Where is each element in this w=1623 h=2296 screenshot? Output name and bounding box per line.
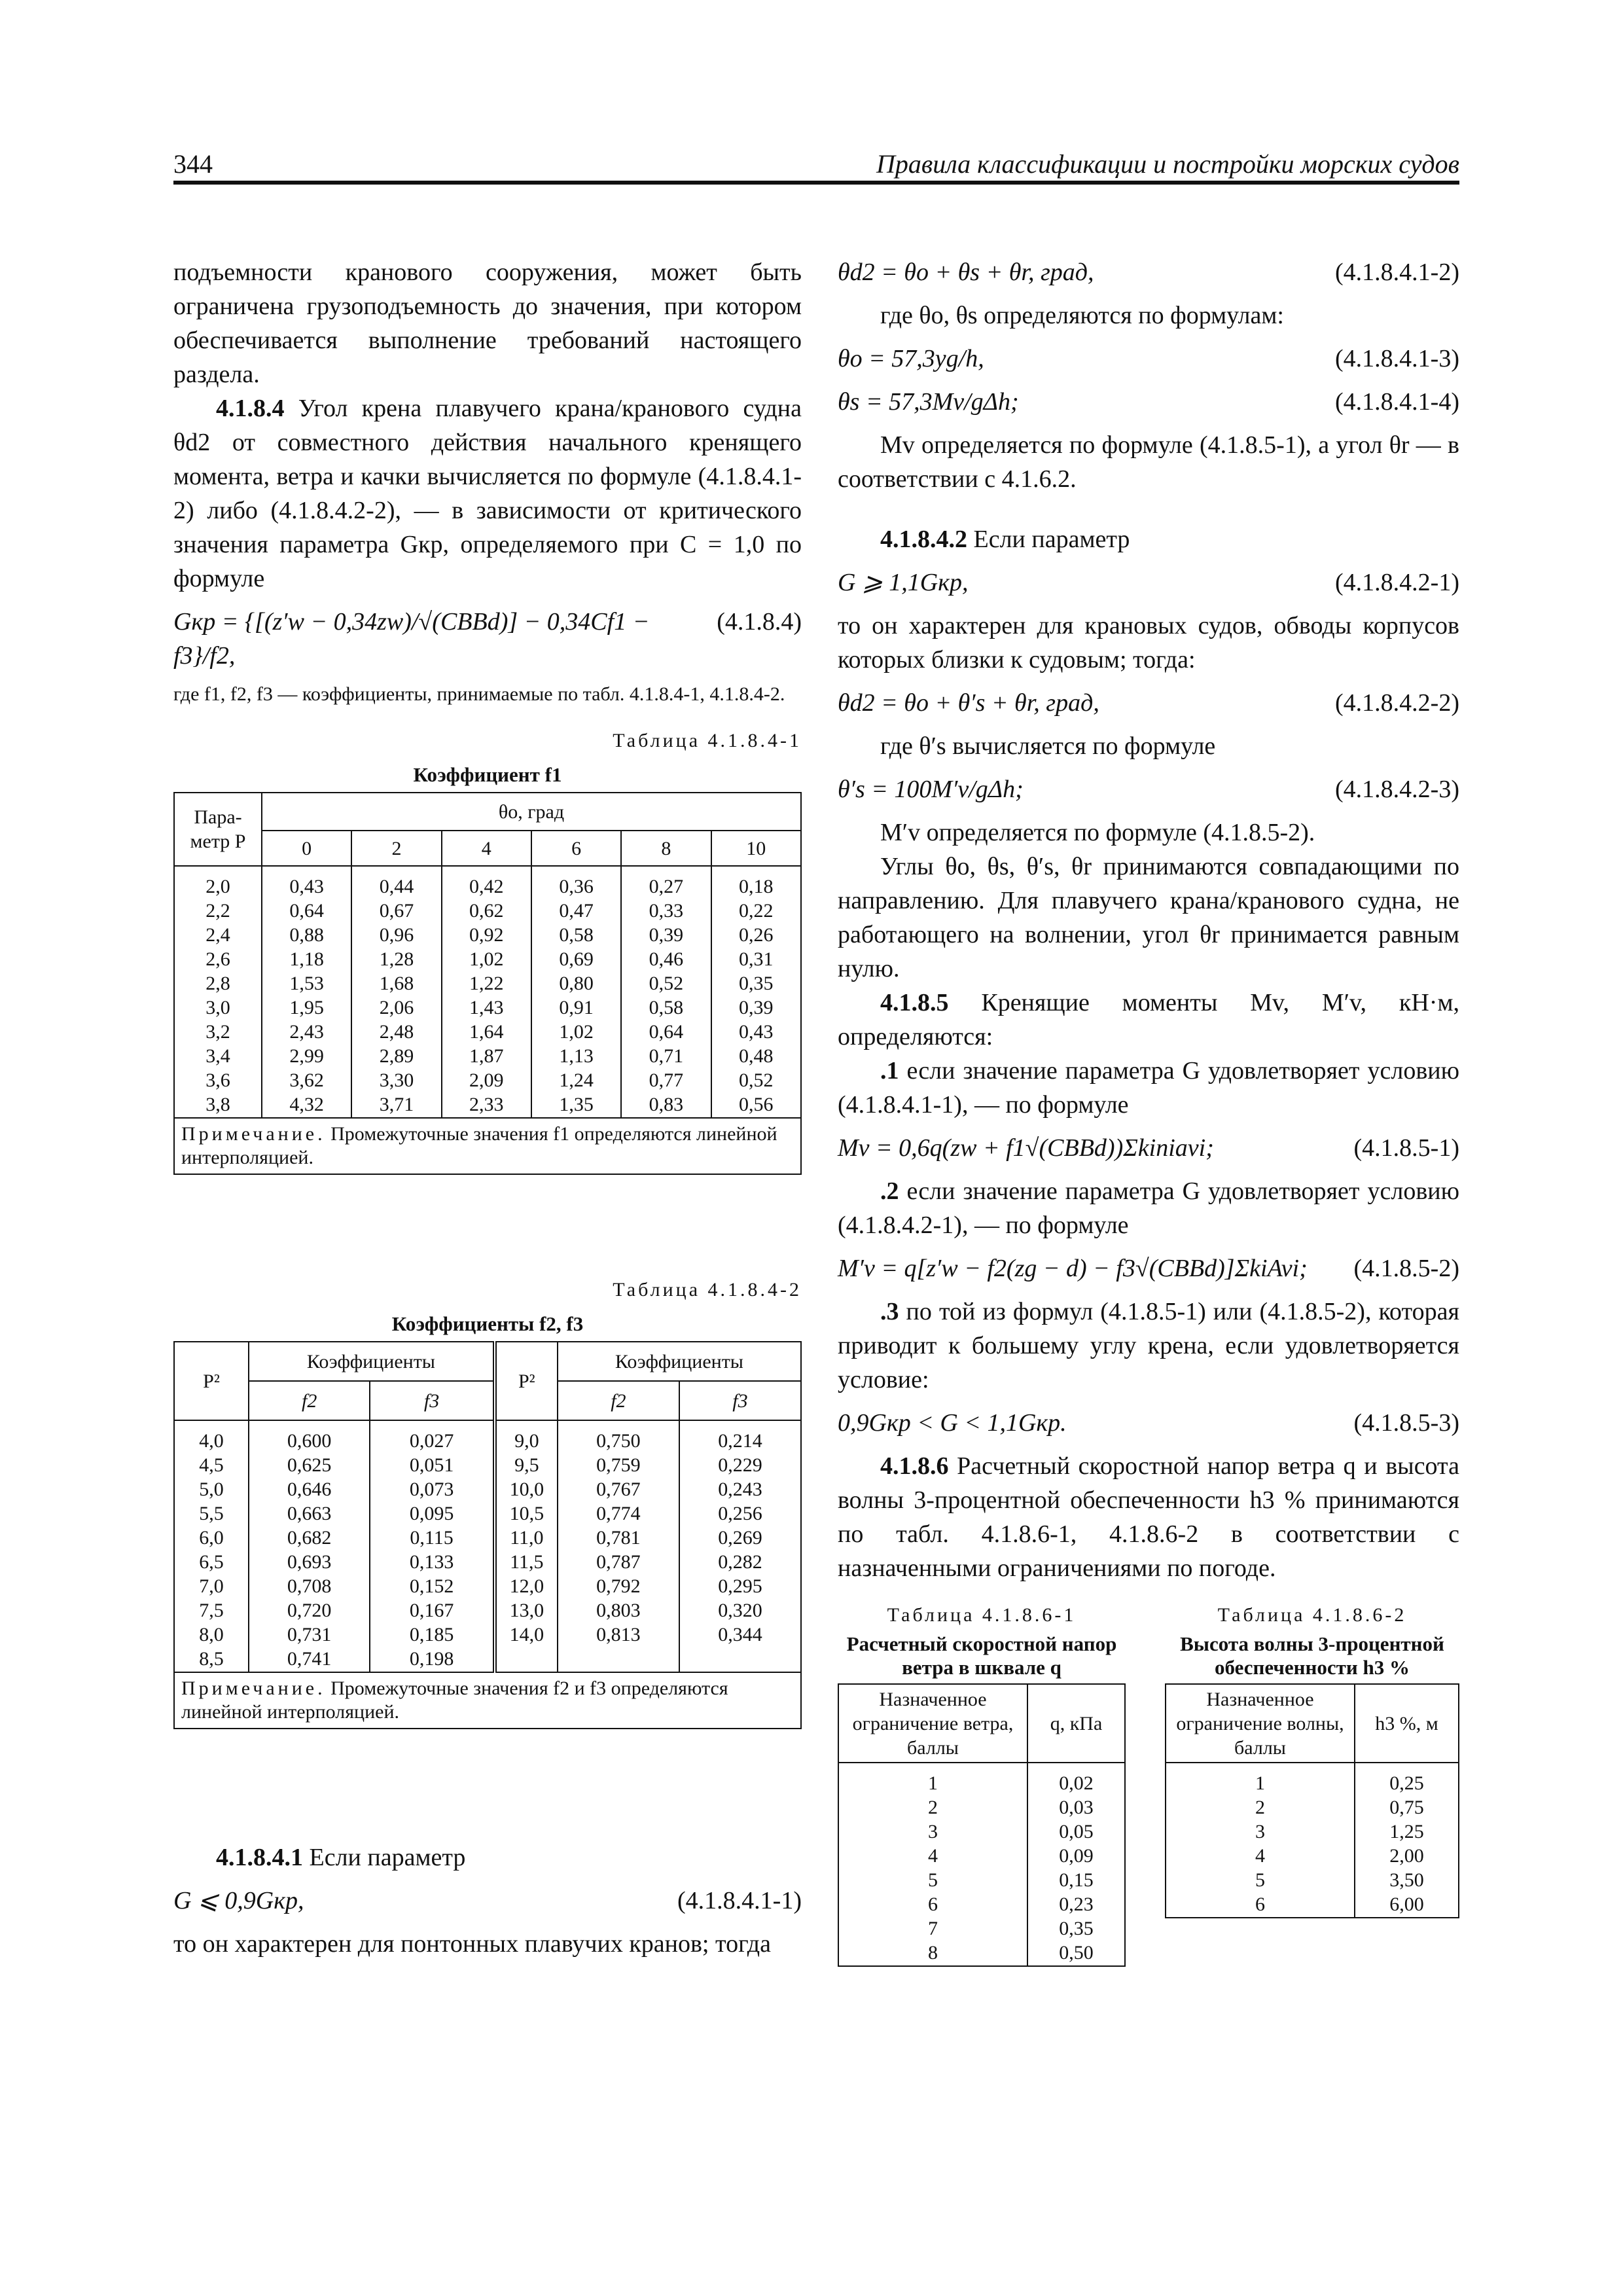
table-cell: 2,48: [379, 1021, 414, 1043]
table-cell: 0,35: [1059, 1918, 1094, 1939]
table-cell: 0,05: [1059, 1821, 1094, 1842]
table-cell: 0,095: [409, 1503, 454, 1524]
table-cell: 2,00: [1389, 1845, 1424, 1867]
table-cell: 0,320: [718, 1600, 762, 1621]
table-column-values: [531, 866, 621, 1118]
formula-text: θ′s = 100M′v/gΔh;: [838, 776, 1024, 803]
table-cell: 3,6: [205, 1069, 230, 1091]
table-cell: 2,4: [205, 924, 230, 946]
section-4-1-8-4: [173, 391, 802, 596]
table-header: 0: [262, 831, 351, 866]
formula-4-1-8-4-2-3: [838, 772, 1459, 806]
table-cell: 2: [1255, 1797, 1265, 1818]
section-number: 4.1.8.6: [880, 1452, 949, 1480]
table-cell: 0,741: [287, 1648, 332, 1670]
table-body-row: [1166, 1763, 1459, 1918]
table-note: [174, 1672, 801, 1729]
table-column-values: [838, 1763, 1027, 1966]
table-cell: 0,92: [469, 924, 504, 946]
table-column-values: [1355, 1763, 1459, 1918]
table-cell: 6,00: [1389, 1893, 1424, 1915]
table-cell: 3,62: [289, 1069, 324, 1091]
paragraph: то он характерен для крановых судов, обводы корпусов которых близки к судовым; тогда:: [838, 612, 1459, 673]
table-cell: 0,62: [469, 900, 504, 922]
table-cell: 0,18: [739, 876, 774, 897]
table-cell: 7,0: [199, 1575, 224, 1597]
table-cell: 3,4: [205, 1045, 230, 1067]
table-cell: 1,24: [559, 1069, 594, 1091]
table-cell: 0,243: [718, 1479, 762, 1500]
table-cell: 0,214: [718, 1430, 762, 1452]
table-cell: 6,5: [199, 1551, 224, 1573]
table-cell: 0,33: [649, 900, 684, 922]
section-number: 4.1.8.5: [880, 989, 949, 1016]
formula-number: (4.1.8.5-1): [1353, 1134, 1459, 1162]
table-cell: 0,91: [559, 997, 594, 1018]
formula-4-1-8-4-1-2: [838, 255, 1459, 289]
table-cell: 0,693: [287, 1551, 332, 1573]
table-column-values: [711, 866, 801, 1118]
table-cell: 0,43: [289, 876, 324, 897]
table-cell: 5: [928, 1869, 938, 1891]
table-column-values: [1027, 1763, 1125, 1966]
formula-text: θs = 57,3Mv/gΔh;: [838, 388, 1019, 416]
table-cell: 0,646: [287, 1479, 332, 1500]
table-cell: 10,0: [509, 1479, 544, 1500]
formula-4-1-8-4-2-2: [838, 686, 1459, 720]
table-cell: 0,64: [649, 1021, 684, 1043]
table-cell: 0,344: [718, 1624, 762, 1645]
table-cell: 1,22: [469, 973, 504, 994]
table-column-values: [558, 1420, 679, 1672]
formula-text: 0,9Gкр < G < 1,1Gкр.: [838, 1409, 1067, 1437]
table-cell: 3,71: [379, 1094, 414, 1115]
table-cell: 0,774: [596, 1503, 641, 1524]
table-header: 2: [351, 831, 441, 866]
table-column-values: [1166, 1763, 1355, 1918]
clause-number: .3: [880, 1298, 899, 1325]
table-cell: 0,02: [1059, 1772, 1094, 1794]
table-cell: 2,33: [469, 1094, 504, 1115]
table-cell: 0,600: [287, 1430, 332, 1452]
table-cell: 0,26: [739, 924, 774, 946]
table-cell: 1,02: [559, 1021, 594, 1043]
table-header: Коэффициенты: [558, 1342, 801, 1381]
table-cell: 0,708: [287, 1575, 332, 1597]
right-column: [838, 255, 1459, 1967]
table-cell: 0,229: [718, 1454, 762, 1476]
section-text: Если параметр: [303, 1844, 466, 1871]
table-cell: 0,731: [287, 1624, 332, 1645]
paragraph: Mv определяется по формуле (4.1.8.5-1), а угол θr — в соответствии с 4.1.6.2.: [838, 431, 1459, 493]
table-header: Назначенное ограничение волны, баллы: [1166, 1684, 1355, 1763]
section-4-1-8-4-2: [838, 522, 1459, 556]
table-cell: 2,06: [379, 997, 414, 1018]
table-cell: 8: [928, 1942, 938, 1964]
formula-4-1-8-4-1-3: [838, 342, 1459, 376]
table-cell: 0,52: [739, 1069, 774, 1091]
paragraph: Углы θo, θs, θ′s, θr принимаются совпадающими по направлению. Для плавучего крана/кранового судна, не работающего на волнении, угол θr принимается равным нулю.: [838, 853, 1459, 982]
table-title: Высота волны 3-процентной обеспеченности h3 %: [1180, 1632, 1444, 1679]
table-cell: 0,759: [596, 1454, 641, 1476]
table-cell: 0,051: [409, 1454, 454, 1476]
table-note: [174, 1118, 801, 1174]
table-cell: 0,27: [649, 876, 684, 897]
table-block: [1165, 1598, 1459, 1967]
clause-text: если значение параметра G удовлетворяет условию (4.1.8.4.2-1), — по формуле: [838, 1177, 1459, 1239]
note-text: Промежуточные значения f2 и f3 определяются линейной интерполяцией.: [181, 1677, 728, 1723]
table-cell: 2,2: [205, 900, 230, 922]
table-cell: 0,15: [1059, 1869, 1094, 1891]
table-column-values: [679, 1420, 801, 1672]
table-cell: 1: [928, 1772, 938, 1794]
table-cell: 0,269: [718, 1527, 762, 1549]
table-cell: 4,32: [289, 1094, 324, 1115]
table-cell: 1,35: [559, 1094, 594, 1115]
table-column-values: [174, 1420, 249, 1672]
table-header: 10: [711, 831, 801, 866]
table-cell: 11,5: [510, 1551, 544, 1573]
table-column-values: [351, 866, 441, 1118]
table-cell: 13,0: [509, 1600, 544, 1621]
formula-4-1-8-4-1-4: [838, 385, 1459, 419]
formula-4-1-8-5-2: [838, 1251, 1459, 1285]
table-cell: 14,0: [509, 1624, 544, 1645]
table-cell: 8,5: [199, 1648, 224, 1670]
table-cell: 2,09: [469, 1069, 504, 1091]
formula-text: θd2 = θo + θ′s + θr, град,: [838, 689, 1099, 717]
formula-number: (4.1.8.4.1-3): [1335, 345, 1459, 372]
table-cell: 0,115: [410, 1527, 454, 1549]
table-cell: 5,5: [199, 1503, 224, 1524]
section-text: Если параметр: [967, 526, 1130, 553]
table-cell: 7,5: [199, 1600, 224, 1621]
table-cell: 2: [928, 1797, 938, 1818]
table-cell: 5,0: [199, 1479, 224, 1500]
table-cell: 0,167: [409, 1600, 454, 1621]
table-cell: 0,682: [287, 1527, 332, 1549]
table-cell: 5: [1255, 1869, 1265, 1891]
table-cell: 0,69: [559, 948, 594, 970]
table-cell: 4: [1255, 1845, 1265, 1867]
table-cell: 0,67: [379, 900, 414, 922]
paragraph: где θo, θs определяются по формулам:: [880, 302, 1284, 329]
table-header: P²: [495, 1342, 558, 1420]
clause-2: [838, 1174, 1459, 1242]
table-cell: 2,0: [205, 876, 230, 897]
formula-4-1-8-4: [173, 605, 802, 673]
table-cell: 0,75: [1389, 1797, 1424, 1818]
formula-number: (4.1.8.4.1-2): [1335, 259, 1459, 286]
table-cell: 0,792: [596, 1575, 641, 1597]
table-cell: 1: [1255, 1772, 1265, 1794]
table-header: f2: [558, 1381, 679, 1420]
formula-number: (4.1.8.4.1-1): [677, 1887, 802, 1914]
formula-number: (4.1.8.4.2-1): [1335, 569, 1459, 596]
table-cell: 0,31: [739, 948, 774, 970]
table-cell: 0,88: [289, 924, 324, 946]
table-cell: 9,5: [514, 1454, 539, 1476]
left-column: [173, 255, 802, 1961]
table-cell: 0,46: [649, 948, 684, 970]
table-header: f2: [249, 1381, 370, 1420]
table-cell: 0,52: [649, 973, 684, 994]
table-cell: 0,36: [559, 876, 594, 897]
table-header: h3 %, м: [1355, 1684, 1459, 1763]
formula-4-1-8-5-3: [838, 1406, 1459, 1440]
table-header: 6: [531, 831, 621, 866]
table-cell: 0,663: [287, 1503, 332, 1524]
formula-number: (4.1.8.4): [717, 608, 802, 636]
table-cell: 8,0: [199, 1624, 224, 1645]
section-number: 4.1.8.4.2: [880, 526, 967, 553]
table-cell: 7: [928, 1918, 938, 1939]
formula-4-1-8-4-2-1: [838, 565, 1459, 600]
table-cell: 2,89: [379, 1045, 414, 1067]
table-body-row: [174, 866, 801, 1118]
table-cell: 1,64: [469, 1021, 504, 1043]
formula-number: (4.1.8.5-2): [1353, 1255, 1459, 1282]
table-caption: Таблица 4.1.8.4-1: [613, 730, 802, 751]
formula-number: (4.1.8.4.2-2): [1335, 689, 1459, 717]
section-number: 4.1.8.4: [216, 395, 285, 422]
table-cell: 4,5: [199, 1454, 224, 1476]
section-4-1-8-4-1: [173, 1840, 802, 1874]
table-cell: 0,47: [559, 900, 594, 922]
table-cell: 6: [1255, 1893, 1265, 1915]
table-cell: 0,152: [409, 1575, 454, 1597]
table-cell: 0,39: [649, 924, 684, 946]
table-body-row: [174, 1420, 801, 1672]
table-body-row: [838, 1763, 1125, 1966]
table-cell: 0,720: [287, 1600, 332, 1621]
table-cell: 3,8: [205, 1094, 230, 1115]
table-cell: 0,71: [649, 1045, 684, 1067]
table-cell: 1,68: [379, 973, 414, 994]
formula-text: G ⩾ 1,1Gкр,: [838, 569, 969, 596]
table-cell: 2,43: [289, 1021, 324, 1043]
table-cell: 0,813: [596, 1624, 641, 1645]
table-cell: 0,44: [379, 876, 414, 897]
table-cell: 1,18: [289, 948, 324, 970]
table-cell: 0,50: [1059, 1942, 1094, 1964]
section-4-1-8-5: [838, 986, 1459, 1054]
table-header: Пара-метр P: [174, 793, 262, 866]
table-cell: 0,027: [409, 1430, 454, 1452]
note-label: Примечание.: [181, 1123, 326, 1145]
paragraph: где θ′s вычисляется по формуле: [880, 732, 1216, 760]
note-label: Примечание.: [181, 1677, 326, 1699]
table-cell: 0,133: [409, 1551, 454, 1573]
note-text: Промежуточные значения f1 определяются линейной интерполяцией.: [181, 1123, 777, 1168]
table-cell: 0,42: [469, 876, 504, 897]
table-header: Назначенное ограничение ветра, баллы: [838, 1684, 1027, 1763]
table-column-values: [262, 866, 351, 1118]
table-column-values: [370, 1420, 495, 1672]
table-title: Коэффициент f1: [413, 763, 562, 786]
table-cell: 0,23: [1059, 1893, 1094, 1915]
table-cell: 0,185: [409, 1624, 454, 1645]
table-cell: 1,95: [289, 997, 324, 1018]
table-caption: Таблица 4.1.8.6-2: [1217, 1604, 1407, 1626]
formula-text: θo = 57,3yg/h,: [838, 345, 984, 372]
formula-4-1-8-5-1: [838, 1131, 1459, 1165]
table-title: Коэффициенты f2, f3: [391, 1312, 584, 1335]
table-cell: 6,0: [199, 1527, 224, 1549]
formula-note: где f1, f2, f3 — коэффициенты, принимаемые по табл. 4.1.8.4-1, 4.1.8.4-2.: [173, 683, 785, 705]
table-header: f3: [370, 1381, 495, 1420]
table-cell: 0,625: [287, 1454, 332, 1476]
table-cell: 4,0: [199, 1430, 224, 1452]
table-cell: 3,2: [205, 1021, 230, 1043]
formula-number: (4.1.8.4.2-3): [1335, 776, 1459, 803]
page-number: 344: [173, 149, 213, 179]
table-header: Коэффициенты: [249, 1342, 495, 1381]
page-header: [173, 145, 1459, 185]
table-header: θo, град: [262, 793, 801, 831]
formula-text: M′v = q[z′w − f2(zg − d) − f3√(CBBd)]ΣkiAvi;: [838, 1255, 1308, 1282]
table-cell: 3,30: [379, 1069, 414, 1091]
table-caption: Таблица 4.1.8.6-1: [887, 1604, 1077, 1626]
table-cell: 2,99: [289, 1045, 324, 1067]
section-text: Расчетный скоростной напор ветра q и высота волны 3-процентной обеспеченности h3 % принимаются по табл. 4.1.8.6-1, 4.1.8.6-2 в соответствии с назначенными ограничениями по погоде.: [838, 1452, 1459, 1582]
table-header: f3: [679, 1381, 801, 1420]
table-cell: 0,282: [718, 1551, 762, 1573]
table-cell: 0,96: [379, 924, 414, 946]
section-text: Кренящие моменты Mv, M′v, кН·м, определяются:: [838, 989, 1459, 1050]
table-cell: 0,64: [289, 900, 324, 922]
table-cell: 0,295: [718, 1575, 762, 1597]
table-cell: 3,50: [1389, 1869, 1424, 1891]
clause-text: если значение параметра G удовлетворяет условию (4.1.8.4.1-1), — по формуле: [838, 1057, 1459, 1119]
paragraph: подъемности кранового сооружения, может быть ограничена грузоподъемность до значения, при котором обеспечивается выполнение требований настоящего раздела.: [173, 259, 802, 388]
table-cell: 0,58: [559, 924, 594, 946]
table-caption: Таблица 4.1.8.4-2: [613, 1279, 802, 1300]
section-number: 4.1.8.4.1: [216, 1844, 303, 1871]
clause-number: .1: [880, 1057, 899, 1085]
table-column-values: [621, 866, 711, 1118]
table-cell: 0,03: [1059, 1797, 1094, 1818]
table-header: 8: [621, 831, 711, 866]
table-cell: 0,43: [739, 1021, 774, 1043]
header-rule: [173, 181, 1459, 185]
table-column-values: [442, 866, 531, 1118]
table-cell: 10,5: [509, 1503, 544, 1524]
clause-number: .2: [880, 1177, 899, 1205]
table-cell: 1,87: [469, 1045, 504, 1067]
table-wave-height: [1165, 1683, 1459, 1918]
table-column-values: [495, 1420, 558, 1672]
table-header: 4: [442, 831, 531, 866]
paragraph: M′v определяется по формуле (4.1.8.5-2).: [880, 819, 1315, 846]
table-header: q, кПа: [1027, 1684, 1125, 1763]
formula-text: θd2 = θo + θs + θr, град,: [838, 259, 1094, 286]
running-title: Правила классификации и постройки морских судов: [876, 149, 1459, 179]
table-cell: 3,0: [205, 997, 230, 1018]
table-cell: 0,80: [559, 973, 594, 994]
table-cell: 0,750: [596, 1430, 641, 1452]
table-cell: 3: [1255, 1821, 1265, 1842]
table-cell: 0,781: [596, 1527, 641, 1549]
table-cell: 0,22: [739, 900, 774, 922]
table-cell: 1,02: [469, 948, 504, 970]
table-cell: 12,0: [509, 1575, 544, 1597]
table-cell: 1,28: [379, 948, 414, 970]
table-title: Расчетный скоростной напор ветра в шквале q: [846, 1632, 1117, 1679]
table-cell: 1,53: [289, 973, 324, 994]
table-cell: 0,787: [596, 1551, 641, 1573]
table-column-values: [249, 1420, 370, 1672]
table-header: P²: [174, 1342, 249, 1420]
formula-number: (4.1.8.4.1-4): [1335, 388, 1459, 416]
table-cell: 0,09: [1059, 1845, 1094, 1867]
table-cell: 9,0: [514, 1430, 539, 1452]
section-4-1-8-6: [838, 1449, 1459, 1585]
table-cell: 6: [928, 1893, 938, 1915]
table-cell: 11,0: [510, 1527, 544, 1549]
table-cell: 0,39: [739, 997, 774, 1018]
table-wind-pressure: [838, 1683, 1126, 1967]
table-cell: 0,77: [649, 1069, 684, 1091]
table-cell: 2,6: [205, 948, 230, 970]
clause-1: [838, 1054, 1459, 1122]
table-cell: 0,83: [649, 1094, 684, 1115]
formula-4-1-8-4-1-1: [173, 1884, 802, 1918]
table-cell: 0,48: [739, 1045, 774, 1067]
table-cell: 0,256: [718, 1503, 762, 1524]
table-cell: 0,58: [649, 997, 684, 1018]
table-cell: 3: [928, 1821, 938, 1842]
table-cell: 1,13: [559, 1045, 594, 1067]
formula-number: (4.1.8.5-3): [1353, 1409, 1459, 1437]
table-cell: 0,56: [739, 1094, 774, 1115]
table-f1: [173, 792, 802, 1175]
table-cell: 1,43: [469, 997, 504, 1018]
table-cell: 2,8: [205, 973, 230, 994]
table-cell: 0,803: [596, 1600, 641, 1621]
table-cell: 1,25: [1389, 1821, 1424, 1842]
wind-wave-tables: [838, 1598, 1459, 1967]
clause-text: по той из формул (4.1.8.5-1) или (4.1.8.5-2), которая приводит к большему углу крена, если удовлетворяется условие:: [838, 1298, 1459, 1393]
table-column-values: [174, 866, 262, 1118]
table-header-row: [174, 831, 801, 866]
table-cell: 0,073: [409, 1479, 454, 1500]
table-cell: 4: [928, 1845, 938, 1867]
formula-text: G ⩽ 0,9Gкр,: [173, 1887, 304, 1914]
formula-text: Mv = 0,6q(zw + f1√(CBBd))Σkiniavi;: [838, 1134, 1214, 1162]
table-f2-f3: [173, 1341, 802, 1729]
table-cell: 0,198: [409, 1648, 454, 1670]
table-cell: 0,767: [596, 1479, 641, 1500]
paragraph: то он характерен для понтонных плавучих кранов; тогда: [173, 1930, 771, 1958]
formula-text: Gкр = {[(z′w − 0,34zw)/√(CBBd)] − 0,34Cf1 − f3}/f2,: [173, 608, 650, 670]
table-cell: 0,25: [1389, 1772, 1424, 1794]
table-block: [838, 1598, 1126, 1967]
section-text: Угол крена плавучего крана/кранового судна θd2 от совместного действия начального кренящего момента, ветра и качки вычисляется по формуле (4.1.8.4.1-2) либо (4.1.8.4.2-2), — в зависимости от критического значения параметра Gкр, определяемого при C = 1,0 по формуле: [173, 395, 802, 592]
clause-3: [838, 1295, 1459, 1397]
table-cell: 0,35: [739, 973, 774, 994]
